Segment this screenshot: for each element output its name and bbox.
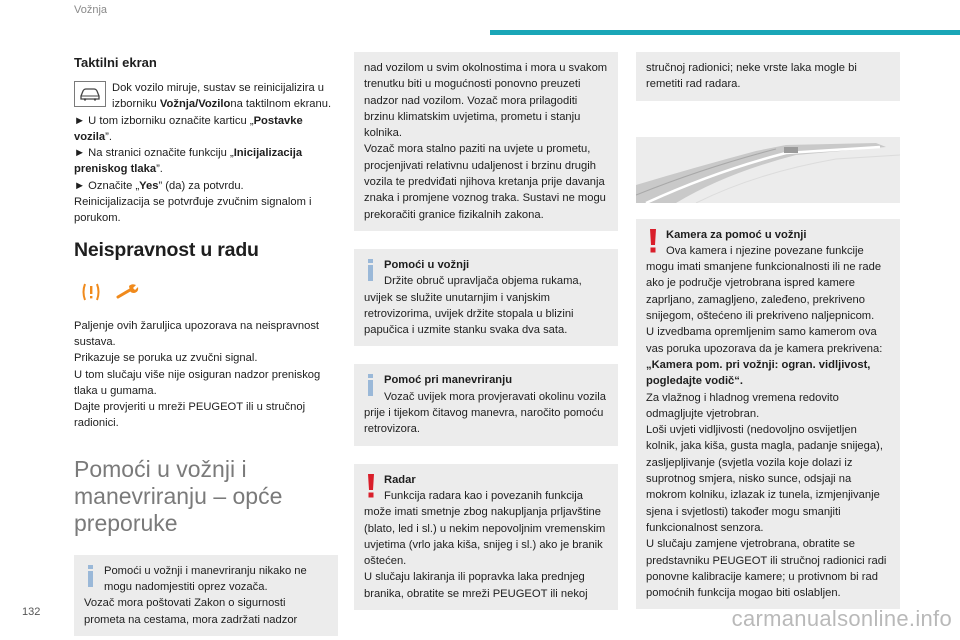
manoeuvring-box: Pomoć pri manevriranju Vozač uvijek mora provjeravati okolinu vozila prije i tijekom čitavog manevra, naročito pomoću retrovizora. [354, 364, 618, 445]
wrench-icon [116, 282, 140, 307]
radar-box: Radar Funkcija radara kao i povezanih funkcija može imati smetnje zbog nakupljanja prljavštine (blato, led i sl.) u nekim nepovoljnim vremenskim uvjetima (vrlo jaka kiša, snijeg i sl.) ako je branik oštećen. U slučaju lakiranja ili popravka laka prednjeg branika, obratite se mreži PEUGEOT ili nekoj [354, 464, 618, 610]
driving-aids-title: Pomoći u vožnji [384, 258, 470, 271]
manoeuvring-title: Pomoć pri manevriranju [384, 374, 513, 387]
car-icon [74, 81, 106, 107]
column-2 [354, 52, 618, 628]
camera-box: Kamera za pomoć u vožnji Ova kamera i njezine povezane funkcije mogu imati smanjene funkcionalnosti ili ne rade ako je područje vjetrobrana ispred kamere zaprljano, zamagljeno, zaleđeno, prekriveno snijegom, oštećeno ili prekriveno naljepnicom. U izvedbama opremljenim samo kamerom ova vas poruka upozorava da je kamera prekrivena: „Kamera pom. pri vožnji: ogran. vidljivost, pogledajte vodič“. Za vlažnog i hladnog vremena redovito odmagljujte vjetrobran. Loši uvjeti vidljivosti (nedovoljno osvijetljen kolnik, jaka kiša, gusta magla, padanje snijega), zasljepljivanje (svjetla vozila koje dolazi iz suprotnog smjera, nisko sunce, odsjaji na mokrom kolniku, izlazak iz tunela, izmjenjivanje sjena i svjetlosti) također mogu smanjiti funkcionalnost senzora. U slučaju zamjene vjetrobrana, obratite se predstavniku PEUGEOT ili stručnoj radionici radi ponovne kalibracije kamere; u protivnom bi rad pomoćnih funkcija mogao biti oslabljen. [636, 219, 900, 610]
column-3 [636, 52, 900, 623]
menu-path: Vožnja/Vozilo [159, 98, 231, 111]
page-number: 132 [22, 606, 41, 618]
malfunction-heading: Neispravnost u radu [74, 238, 259, 261]
touchscreen-heading: Taktilni ekran [74, 55, 157, 70]
header-accent-bar [490, 30, 960, 35]
column-1 [74, 52, 338, 640]
camera-message: „Kamera pom. pri vožnji: ogran. vidljivost, pogledajte vodič“. [646, 358, 871, 388]
watermark: carmanualsonline.info [731, 606, 952, 631]
section-title: Vožnja [74, 4, 108, 16]
tab-name: Postavke vozila [74, 114, 303, 143]
info-icon [84, 565, 98, 587]
windscreen-camera-illustration [636, 137, 900, 203]
warning-lamps [80, 280, 338, 310]
general-heading: Pomoći u vožnji i manevriranju – opće preporuke [74, 455, 283, 536]
tyre-warning-icon [80, 281, 102, 308]
driving-aids-box: Pomoći u vožnji Držite obruč upravljača objema rukama, uvijek se služite unutarnjim i vanjskim retrovizorima, uvijek držite stopala u blizini papučica i uzmite stanku svaka dva sata. [354, 249, 618, 346]
camera-title: Kamera za pomoć u vožnji [666, 228, 807, 241]
touchscreen-text: Dok vozilo miruje, sustav se reinicijalizira u izborniku Vožnja/Vozilona taktilnom ekranu. ► U tom izborniku označite karticu „Postavke vozila”. ► Na stranici označite funkciju „Inicijalizacija preniskog tlaka”. ► Označite „Yes” (da) za potvrdu. Reinicijalizacija se potvrđuje zvučnim signalom i porukom. [74, 82, 332, 225]
radar-title: Radar [384, 473, 416, 486]
exclamation-icon [646, 229, 660, 253]
exclamation-icon [364, 474, 378, 498]
malfunction-text: Paljenje ovih žaruljica upozorava na neispravnost sustava. Prikazuje se poruka uz zvučni signal. U tom slučaju više nije osiguran nadzor preniskog tlaka u gumama. Dajte provjeriti u mreži PEUGEOT ili u stručnoj radionici. [74, 319, 321, 430]
confirm-option: Yes [139, 179, 159, 192]
info-icon [364, 374, 378, 396]
radar-continued: stručnoj radionici; neke vrste laka mogle bi remetiti rad radara. [636, 52, 900, 101]
info-icon [364, 259, 378, 281]
function-name: Inicijalizacija preniskog tlaka [74, 147, 303, 176]
general-note-box: Pomoći u vožnji i manevriranju nikako ne mogu nadomjestiti oprez vozača. Vozač mora poštovati Zakon o sigurnosti prometa na cestama, mora zadržati nadzor [74, 555, 338, 636]
general-note-continued: nad vozilom u svim okolnostima i mora u svakom trenutku biti u mogućnosti ponovno preuzeti nadzor nad vozilom. Vozač mora prilagoditi brzinu klimatskim uvjetima, prometu i stanju kolnika. Vozač mora stalno paziti na uvjete u prometu, procjenjivati relativnu udaljenost i brzinu drugih vozila te predviđati njihova kretanja prije davanja znaka i promjene voznog traka. Sustavi ne mogu prekoračiti granice fizikalnih zakona. [354, 52, 618, 231]
